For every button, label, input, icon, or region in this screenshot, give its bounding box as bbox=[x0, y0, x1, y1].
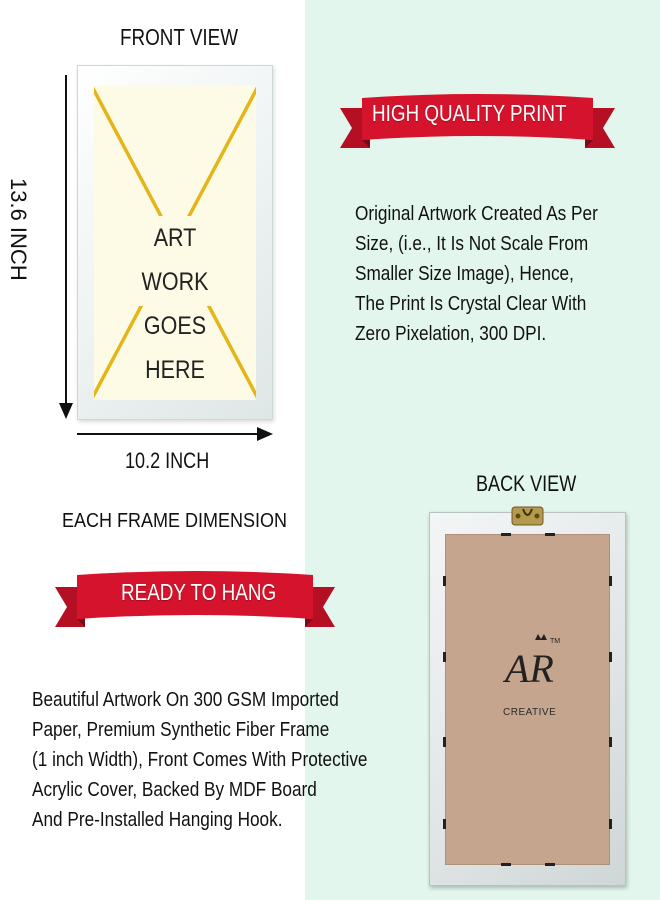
artwork-placeholder bbox=[115, 216, 235, 384]
quality-line: Zero Pixelation, 300 DPI. bbox=[355, 323, 547, 345]
brand-logo-text: CREATIVE bbox=[503, 707, 557, 718]
retaining-pin bbox=[609, 576, 612, 586]
hanging-hook-icon bbox=[511, 505, 544, 527]
retaining-pin bbox=[443, 819, 446, 829]
artwork-line-2: GOES HERE bbox=[143, 312, 207, 384]
retaining-pin bbox=[443, 737, 446, 747]
artwork-line-1: ART WORK bbox=[141, 224, 209, 296]
retaining-pin bbox=[501, 863, 511, 866]
hang-line: And Pre-Installed Hanging Hook. bbox=[32, 809, 283, 831]
mdf-back-board bbox=[445, 534, 610, 865]
dimension-caption: EACH FRAME DIMENSION bbox=[62, 510, 288, 532]
high-quality-ribbon bbox=[340, 90, 615, 152]
width-arrow-icon bbox=[77, 426, 273, 442]
brand-logo-icon bbox=[497, 634, 567, 694]
artwork-mat bbox=[94, 85, 256, 400]
hang-line: Acrylic Cover, Backed By MDF Board bbox=[32, 779, 317, 801]
quality-line: The Print Is Crystal Clear With bbox=[355, 293, 587, 315]
height-label: 13.6 INCH bbox=[6, 178, 31, 281]
retaining-pin bbox=[609, 819, 612, 829]
retaining-pin bbox=[609, 652, 612, 662]
high-quality-label: HIGH QUALITY PRINT bbox=[372, 100, 567, 126]
quality-line: Size, (i.e., It Is Not Scale From bbox=[355, 233, 589, 255]
svg-text:TM: TM bbox=[550, 638, 561, 645]
svg-text:AR: AR bbox=[505, 646, 554, 691]
high-quality-description bbox=[355, 199, 598, 349]
ready-to-hang-ribbon bbox=[55, 565, 335, 633]
front-view-title: FRONT VIEW bbox=[120, 24, 239, 50]
retaining-pin bbox=[609, 737, 612, 747]
ready-to-hang-description bbox=[32, 685, 367, 835]
back-frame bbox=[429, 512, 626, 886]
retaining-pin bbox=[545, 863, 555, 866]
retaining-pin bbox=[501, 533, 511, 536]
hang-line: (1 inch Width), Front Comes With Protective bbox=[32, 749, 368, 771]
ready-to-hang-label: READY TO HANG bbox=[121, 579, 277, 605]
front-frame bbox=[77, 65, 273, 420]
hang-line: Beautiful Artwork On 300 GSM Imported bbox=[32, 689, 339, 711]
retaining-pin bbox=[545, 533, 555, 536]
hang-line: Paper, Premium Synthetic Fiber Frame bbox=[32, 719, 330, 741]
width-label: 10.2 INCH bbox=[125, 448, 210, 473]
quality-line: Smaller Size Image), Hence, bbox=[355, 263, 574, 285]
quality-line: Original Artwork Created As Per bbox=[355, 203, 598, 225]
retaining-pin bbox=[443, 652, 446, 662]
height-arrow-icon bbox=[58, 75, 74, 420]
retaining-pin bbox=[443, 576, 446, 586]
back-view-title: BACK VIEW bbox=[476, 471, 577, 496]
